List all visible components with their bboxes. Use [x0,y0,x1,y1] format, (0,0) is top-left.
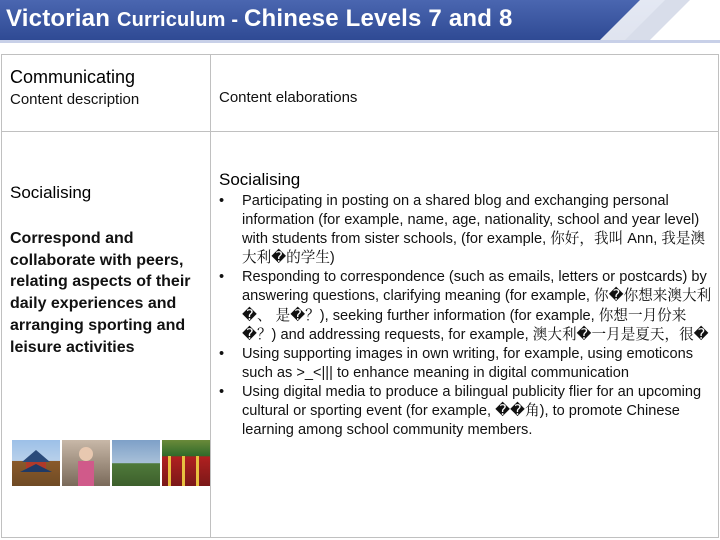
elaboration-text: Using digital media to produce a bilingual publicity flier for an upcoming cultural or sporting event (for example, ��角), to promote Chinese learning among school community members. [242,383,702,439]
title-part-2: Curriculum - [116,9,244,31]
bullet: • [219,345,225,362]
col1-header: Content description [10,91,140,108]
list-item [219,383,715,440]
elaborations-list [219,192,715,440]
title-bar [0,0,720,40]
bullet: • [219,193,225,209]
corridor-photo [162,440,210,486]
list-item [219,345,715,383]
sub-strand-label: Socialising [10,183,92,202]
header-decoration [580,0,720,40]
temple-photo [12,440,60,486]
elaboration-text: Participating in posting on a shared blog and exchanging personal information (for example, name, age, nationality, school and year level) with students from sister schools, (for example, 你好，我叫 Ann, 我是澳大利�的学生) [242,193,706,267]
elaboration-text: Responding to correspondence (such as emails, letters or postcards) by answering questions, clarifying meaning (for example, 你�你想来澳大利�、 是�？), seeking further information (for example, 你想一月份来�？) and addressing requests, for example, 澳大利�一月是夏天，很� [242,269,712,343]
list-item [219,268,715,344]
photo-strip [12,440,210,486]
content-description: Correspond and collaborate with peers, relating aspects of their daily experiences and arranging sporting and leisure activities [10,230,191,356]
bullet: • [219,383,225,400]
people-photo [62,440,110,486]
header-underline [0,40,720,43]
page-title [6,5,513,33]
list-item [219,192,715,268]
landscape-photo [112,440,160,486]
elaborations-title: Socialising [219,170,301,189]
elaboration-text: Using supporting images in own writing, for example, using emoticons such as >_<||| to enhance meaning in digital communication [242,345,694,381]
col2-header: Content elaborations [219,89,358,106]
title-part-3: Chinese Levels 7 and 8 [244,5,513,32]
title-part-1: Victorian [6,5,117,32]
bullet: • [219,269,225,286]
strand-heading: Communicating [10,67,136,87]
